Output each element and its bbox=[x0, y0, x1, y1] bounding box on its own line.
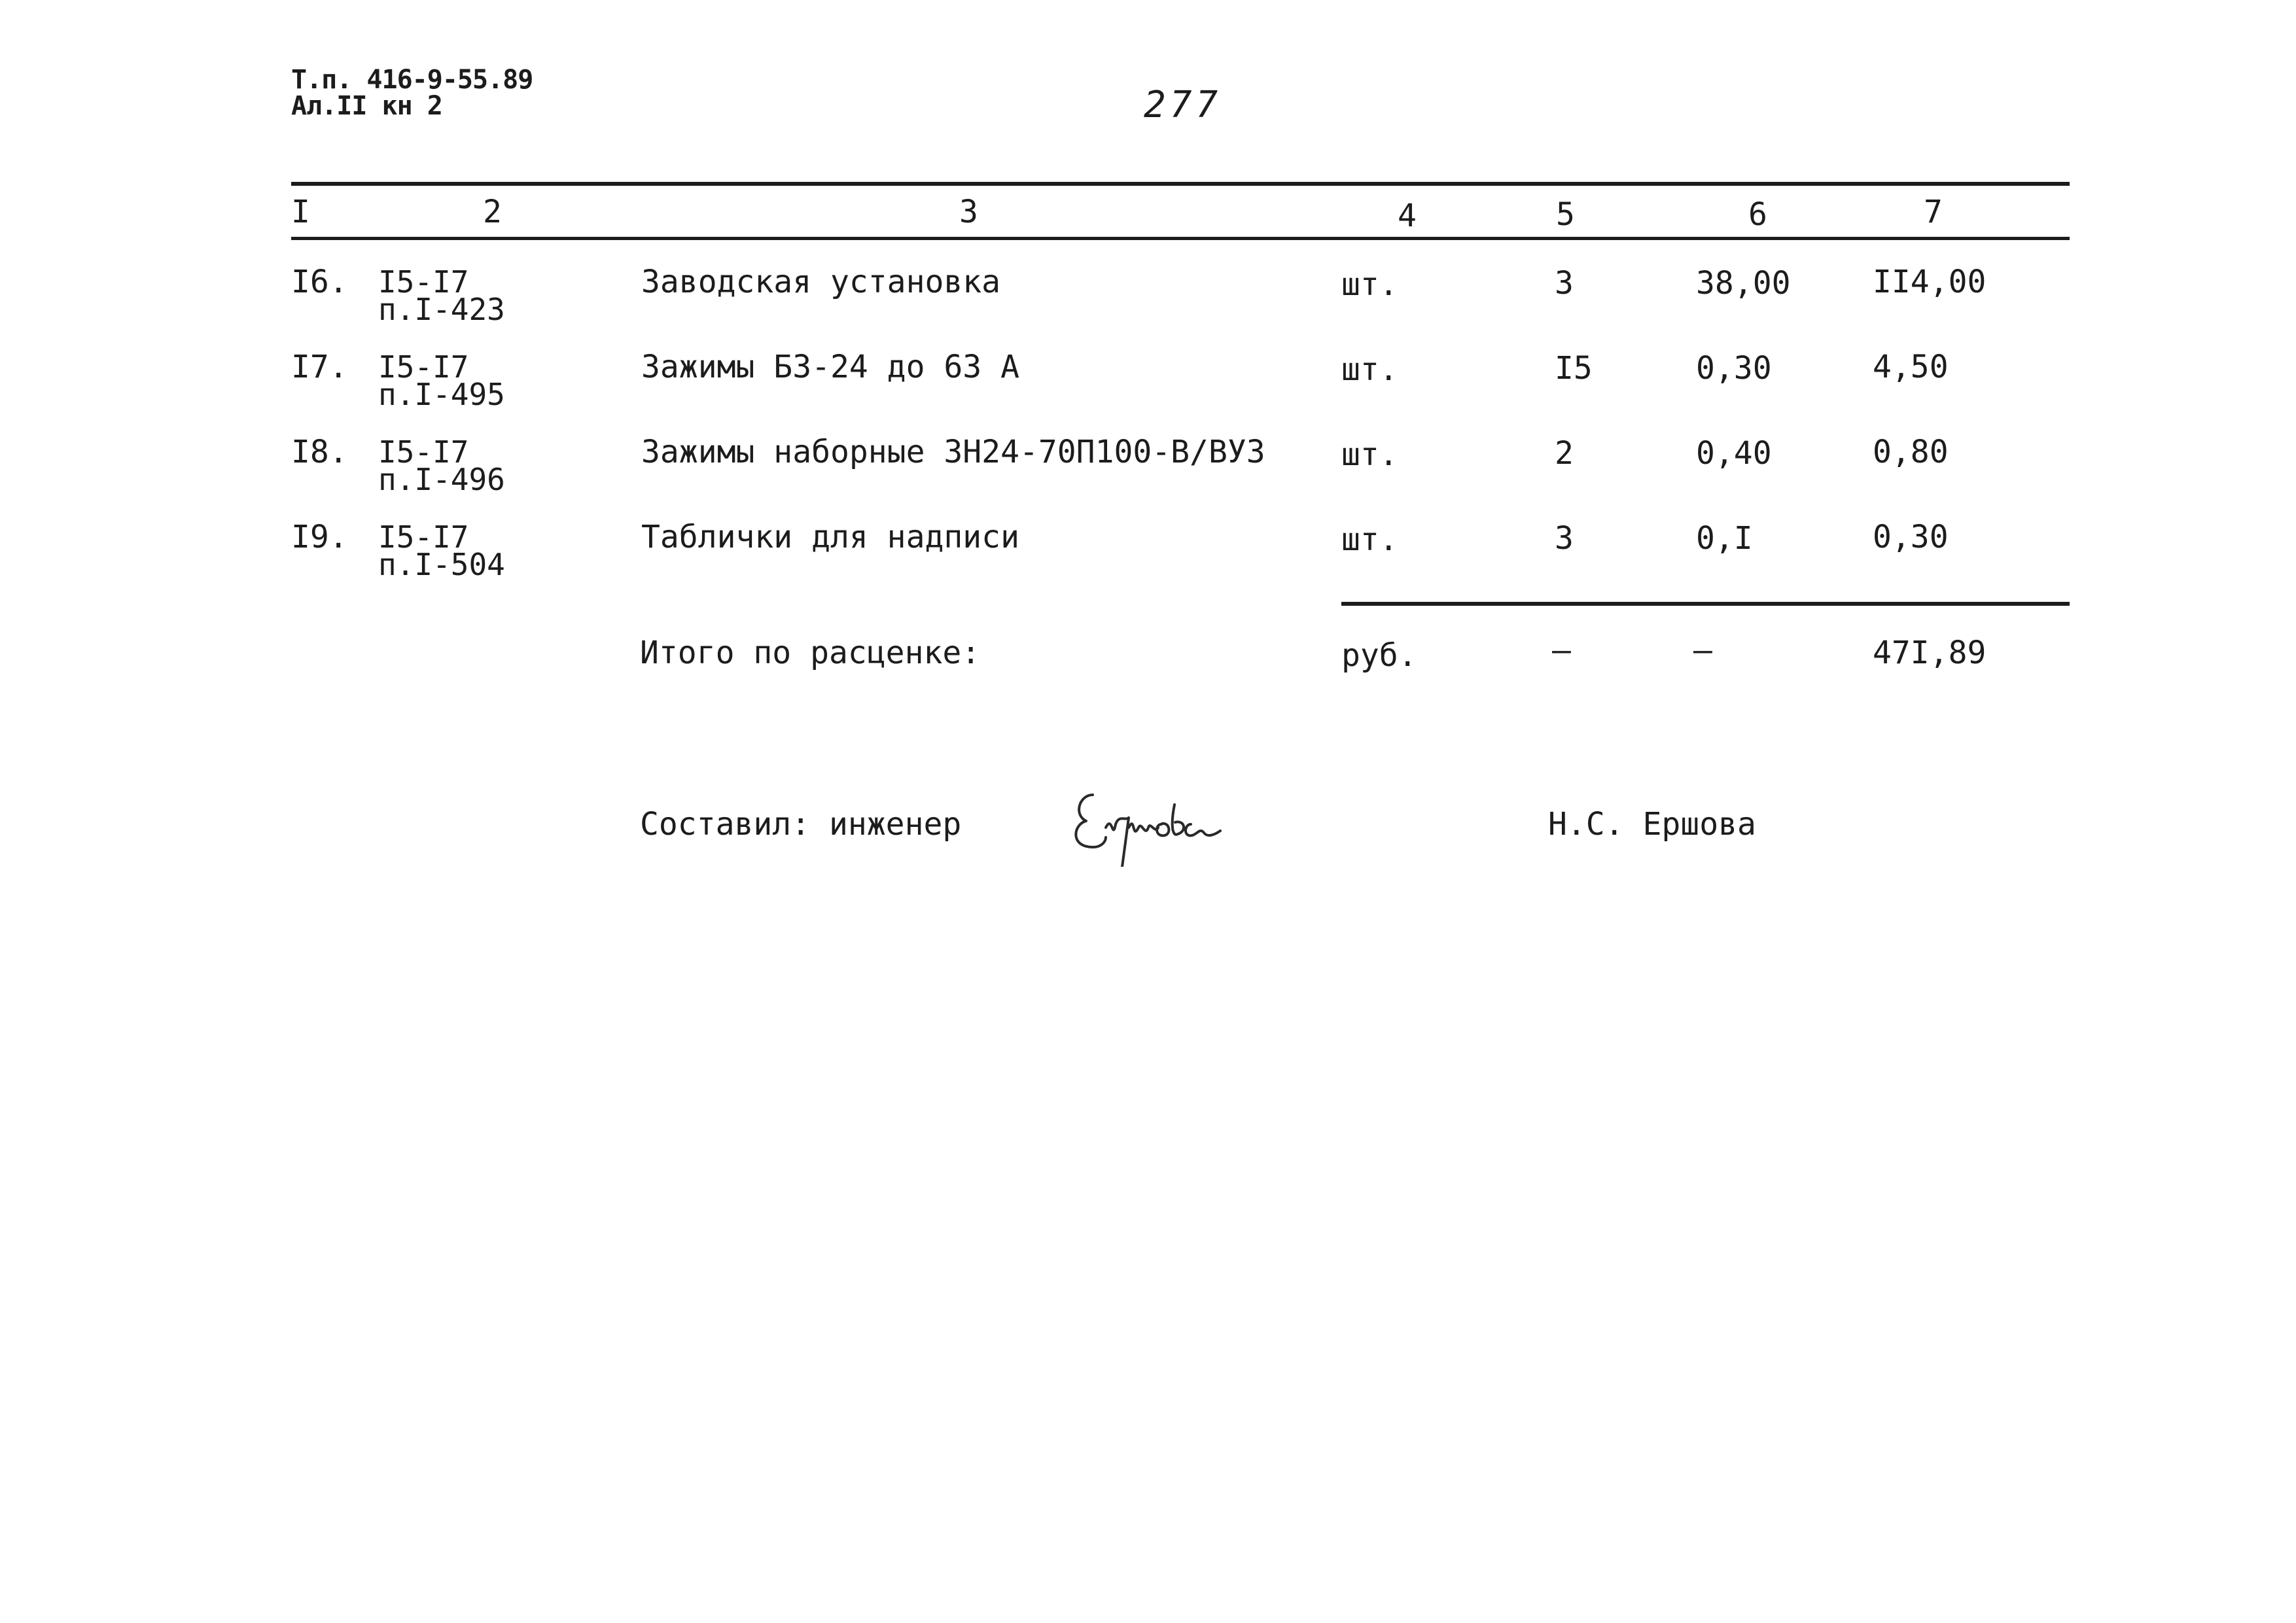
column-number-5: 5 bbox=[1556, 196, 1575, 233]
unit-price: 0,I bbox=[1696, 520, 1753, 557]
unit: шт. bbox=[1341, 521, 1398, 558]
item-name: Зажимы наборные ЗН24-70П100-В/ВУЗ bbox=[641, 434, 1265, 470]
handwritten-signature bbox=[1067, 775, 1250, 867]
rate-code: I5-I7 bbox=[378, 349, 469, 385]
quantity: 2 bbox=[1555, 435, 1574, 472]
rate-item: п.I-496 bbox=[378, 462, 505, 497]
summary-quantity: – bbox=[1552, 632, 1571, 669]
quantity: 3 bbox=[1555, 265, 1574, 302]
rate-code: I5-I7 bbox=[378, 519, 469, 555]
column-number-2: 2 bbox=[483, 194, 502, 230]
unit: шт. bbox=[1341, 266, 1398, 303]
column-number-4: 4 bbox=[1398, 198, 1417, 234]
summary-label: Итого по расценке: bbox=[640, 635, 981, 671]
summary-total: 47I,89 bbox=[1873, 635, 1987, 671]
line-total: 0,80 bbox=[1873, 434, 1949, 470]
line-total: 4,50 bbox=[1873, 349, 1949, 385]
table-top-rule bbox=[291, 182, 2070, 186]
row-number: I8. bbox=[291, 434, 348, 470]
unit: шт. bbox=[1341, 436, 1398, 473]
item-name: Таблички для надписи bbox=[641, 519, 1019, 555]
item-name: Заводская установка bbox=[641, 264, 1001, 300]
line-total: 0,30 bbox=[1873, 519, 1949, 555]
column-number-7: 7 bbox=[1924, 194, 1943, 230]
item-name: Зажимы БЗ-24 до 63 А bbox=[641, 349, 1019, 385]
row-number: I6. bbox=[291, 264, 348, 300]
unit-price: 0,30 bbox=[1696, 350, 1772, 387]
rate-code: I5-I7 bbox=[378, 264, 469, 300]
document-code: Т.п. 416-9-55.89 bbox=[291, 65, 533, 95]
table-header-rule bbox=[291, 237, 2070, 240]
compiled-by-label: Составил: инженер bbox=[640, 806, 962, 843]
unit-price: 38,00 bbox=[1696, 265, 1791, 302]
page-number: 277 bbox=[1144, 84, 1222, 126]
quantity: 3 bbox=[1555, 520, 1574, 557]
compiler-name: Н.С. Ершова bbox=[1548, 806, 1756, 843]
summary-rule bbox=[1341, 602, 2070, 606]
unit: шт. bbox=[1341, 351, 1398, 388]
summary-unit: руб. bbox=[1341, 637, 1417, 674]
rate-item: п.I-423 bbox=[378, 292, 505, 327]
row-number: I7. bbox=[291, 349, 348, 385]
line-total: II4,00 bbox=[1873, 264, 1987, 300]
summary-price: – bbox=[1693, 632, 1712, 669]
unit-price: 0,40 bbox=[1696, 435, 1772, 472]
rate-code: I5-I7 bbox=[378, 434, 469, 470]
row-number: I9. bbox=[291, 519, 348, 555]
rate-item: п.I-495 bbox=[378, 377, 505, 412]
column-number-6: 6 bbox=[1748, 196, 1767, 233]
quantity: I5 bbox=[1555, 350, 1593, 387]
album-reference: Ал.II кн 2 bbox=[291, 91, 442, 121]
rate-item: п.I-504 bbox=[378, 547, 505, 582]
column-number-1: I bbox=[291, 194, 310, 230]
column-number-3: 3 bbox=[959, 194, 978, 230]
